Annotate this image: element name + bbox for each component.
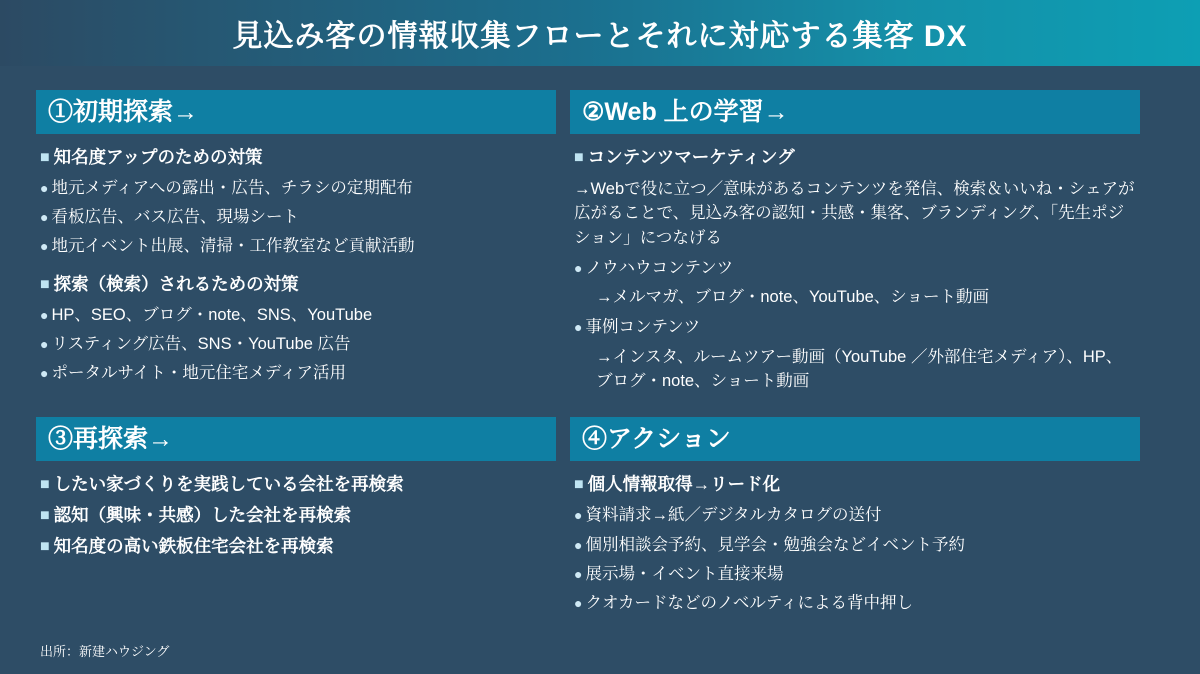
subheading <box>40 273 552 297</box>
subheading <box>574 146 1136 170</box>
square-marker-icon: ■ <box>574 476 584 494</box>
list-item <box>574 534 1136 557</box>
section-action <box>570 417 1140 621</box>
circle-bullet-icon: ● <box>40 306 49 323</box>
list-item-label: リスティング広告、SNS・YouTube 広告 <box>51 334 351 353</box>
circle-bullet-icon: ● <box>574 565 583 582</box>
subheading-label: 認知（興味・共感）した会社を再検索 <box>53 505 352 526</box>
list-item-label: 展示場・イベント直接来場 <box>585 564 784 583</box>
subheading <box>40 504 552 528</box>
subheading-label: 知名度アップのための対策 <box>53 147 263 167</box>
lead-paragraph: →Webで役に立つ／意味があるコンテンツを発信、検索＆いいね・シェアが広がることで、見込み客の認知・共感・集客、ブランディング、「先生ポジション」につなげる <box>574 179 1135 248</box>
section-heading: ②Web 上の学習→ <box>570 90 1140 134</box>
subheading <box>40 535 552 559</box>
section-re-search <box>36 417 556 621</box>
subheading-label: コンテンツマーケティング <box>587 147 795 167</box>
circle-bullet-icon: ● <box>40 335 49 352</box>
subheading-label: 知名度の高い鉄板住宅会社を再検索 <box>53 535 334 556</box>
section-initial-search <box>36 90 556 399</box>
page-title: 見込み客の情報収集フローとそれに対応する集客 DX <box>232 20 968 53</box>
section-body <box>36 134 556 386</box>
circle-bullet-icon: ● <box>574 536 583 553</box>
list-item <box>574 257 1136 280</box>
section-body <box>570 461 1140 615</box>
section-web-learning <box>570 90 1140 399</box>
subheading-label: したい家づくりを実践している会社を再検索 <box>53 474 404 495</box>
circle-bullet-icon: ● <box>40 238 49 255</box>
list-item-note: →インスタ、ルームツアー動画（YouTube ／外部住宅メディア）、HP、ブログ・note、ショート動画 <box>596 347 1123 390</box>
circle-bullet-icon: ● <box>574 595 583 612</box>
list-item-label: 地元メディアへの露出・広告、チラシの定期配布 <box>51 178 413 197</box>
list-item-label: 資料請求→紙／デジタルカタログの送付 <box>585 506 882 525</box>
list-item <box>40 304 552 327</box>
section-body <box>570 134 1140 393</box>
circle-bullet-icon: ● <box>574 507 583 524</box>
list-item-label: 看板広告、バス広告、現場シート <box>51 208 299 227</box>
square-marker-icon: ■ <box>40 537 50 555</box>
list-item-note: →メルマガ、ブログ・note、YouTube、ショート動画 <box>596 288 989 307</box>
square-marker-icon: ■ <box>40 507 50 525</box>
list-item-label: 個別相談会予約、見学会・勉強会などイベント予約 <box>585 535 965 554</box>
subheading-label: 個人情報取得→リード化 <box>587 474 781 495</box>
subheading <box>40 473 552 497</box>
list-item <box>40 206 552 229</box>
section-grid <box>36 90 1164 622</box>
list-item-label: HP、SEO、ブログ・note、SNS、YouTube <box>51 305 373 324</box>
list-item <box>574 504 1136 527</box>
section-heading: ③再探索→ <box>36 417 556 461</box>
section-heading: ④アクション <box>570 417 1140 461</box>
list-item-label: ノウハウコンテンツ <box>585 258 734 277</box>
list-item <box>40 333 552 356</box>
square-marker-icon: ■ <box>40 476 50 494</box>
list-item-label: クオカードなどのノベルティによる背中押し <box>585 594 913 613</box>
list-item-label: 事例コンテンツ <box>585 318 701 337</box>
list-item <box>40 235 552 258</box>
square-marker-icon: ■ <box>40 275 50 293</box>
subheading-label: 探索（検索）されるための対策 <box>53 273 299 294</box>
circle-bullet-icon: ● <box>574 259 583 276</box>
list-item <box>40 177 552 200</box>
list-item-label: 地元イベント出展、清掃・工作教室など貢献活動 <box>51 237 415 256</box>
content-panel <box>0 66 1200 674</box>
list-item <box>40 362 552 385</box>
circle-bullet-icon: ● <box>574 319 583 336</box>
list-item <box>574 563 1136 586</box>
section-heading: ①初期探索→ <box>36 90 556 134</box>
source-note: 出所：新建ハウジング <box>40 644 170 659</box>
list-item <box>574 592 1136 615</box>
title-bar <box>0 0 1200 66</box>
subheading <box>40 146 552 170</box>
list-item-label: ポータルサイト・地元住宅メディア活用 <box>51 364 346 383</box>
circle-bullet-icon: ● <box>40 365 49 382</box>
square-marker-icon: ■ <box>574 149 584 166</box>
circle-bullet-icon: ● <box>40 209 49 226</box>
list-item <box>574 316 1136 339</box>
section-body <box>36 461 556 558</box>
square-marker-icon: ■ <box>40 149 50 166</box>
circle-bullet-icon: ● <box>40 179 49 196</box>
subheading <box>574 473 1136 497</box>
